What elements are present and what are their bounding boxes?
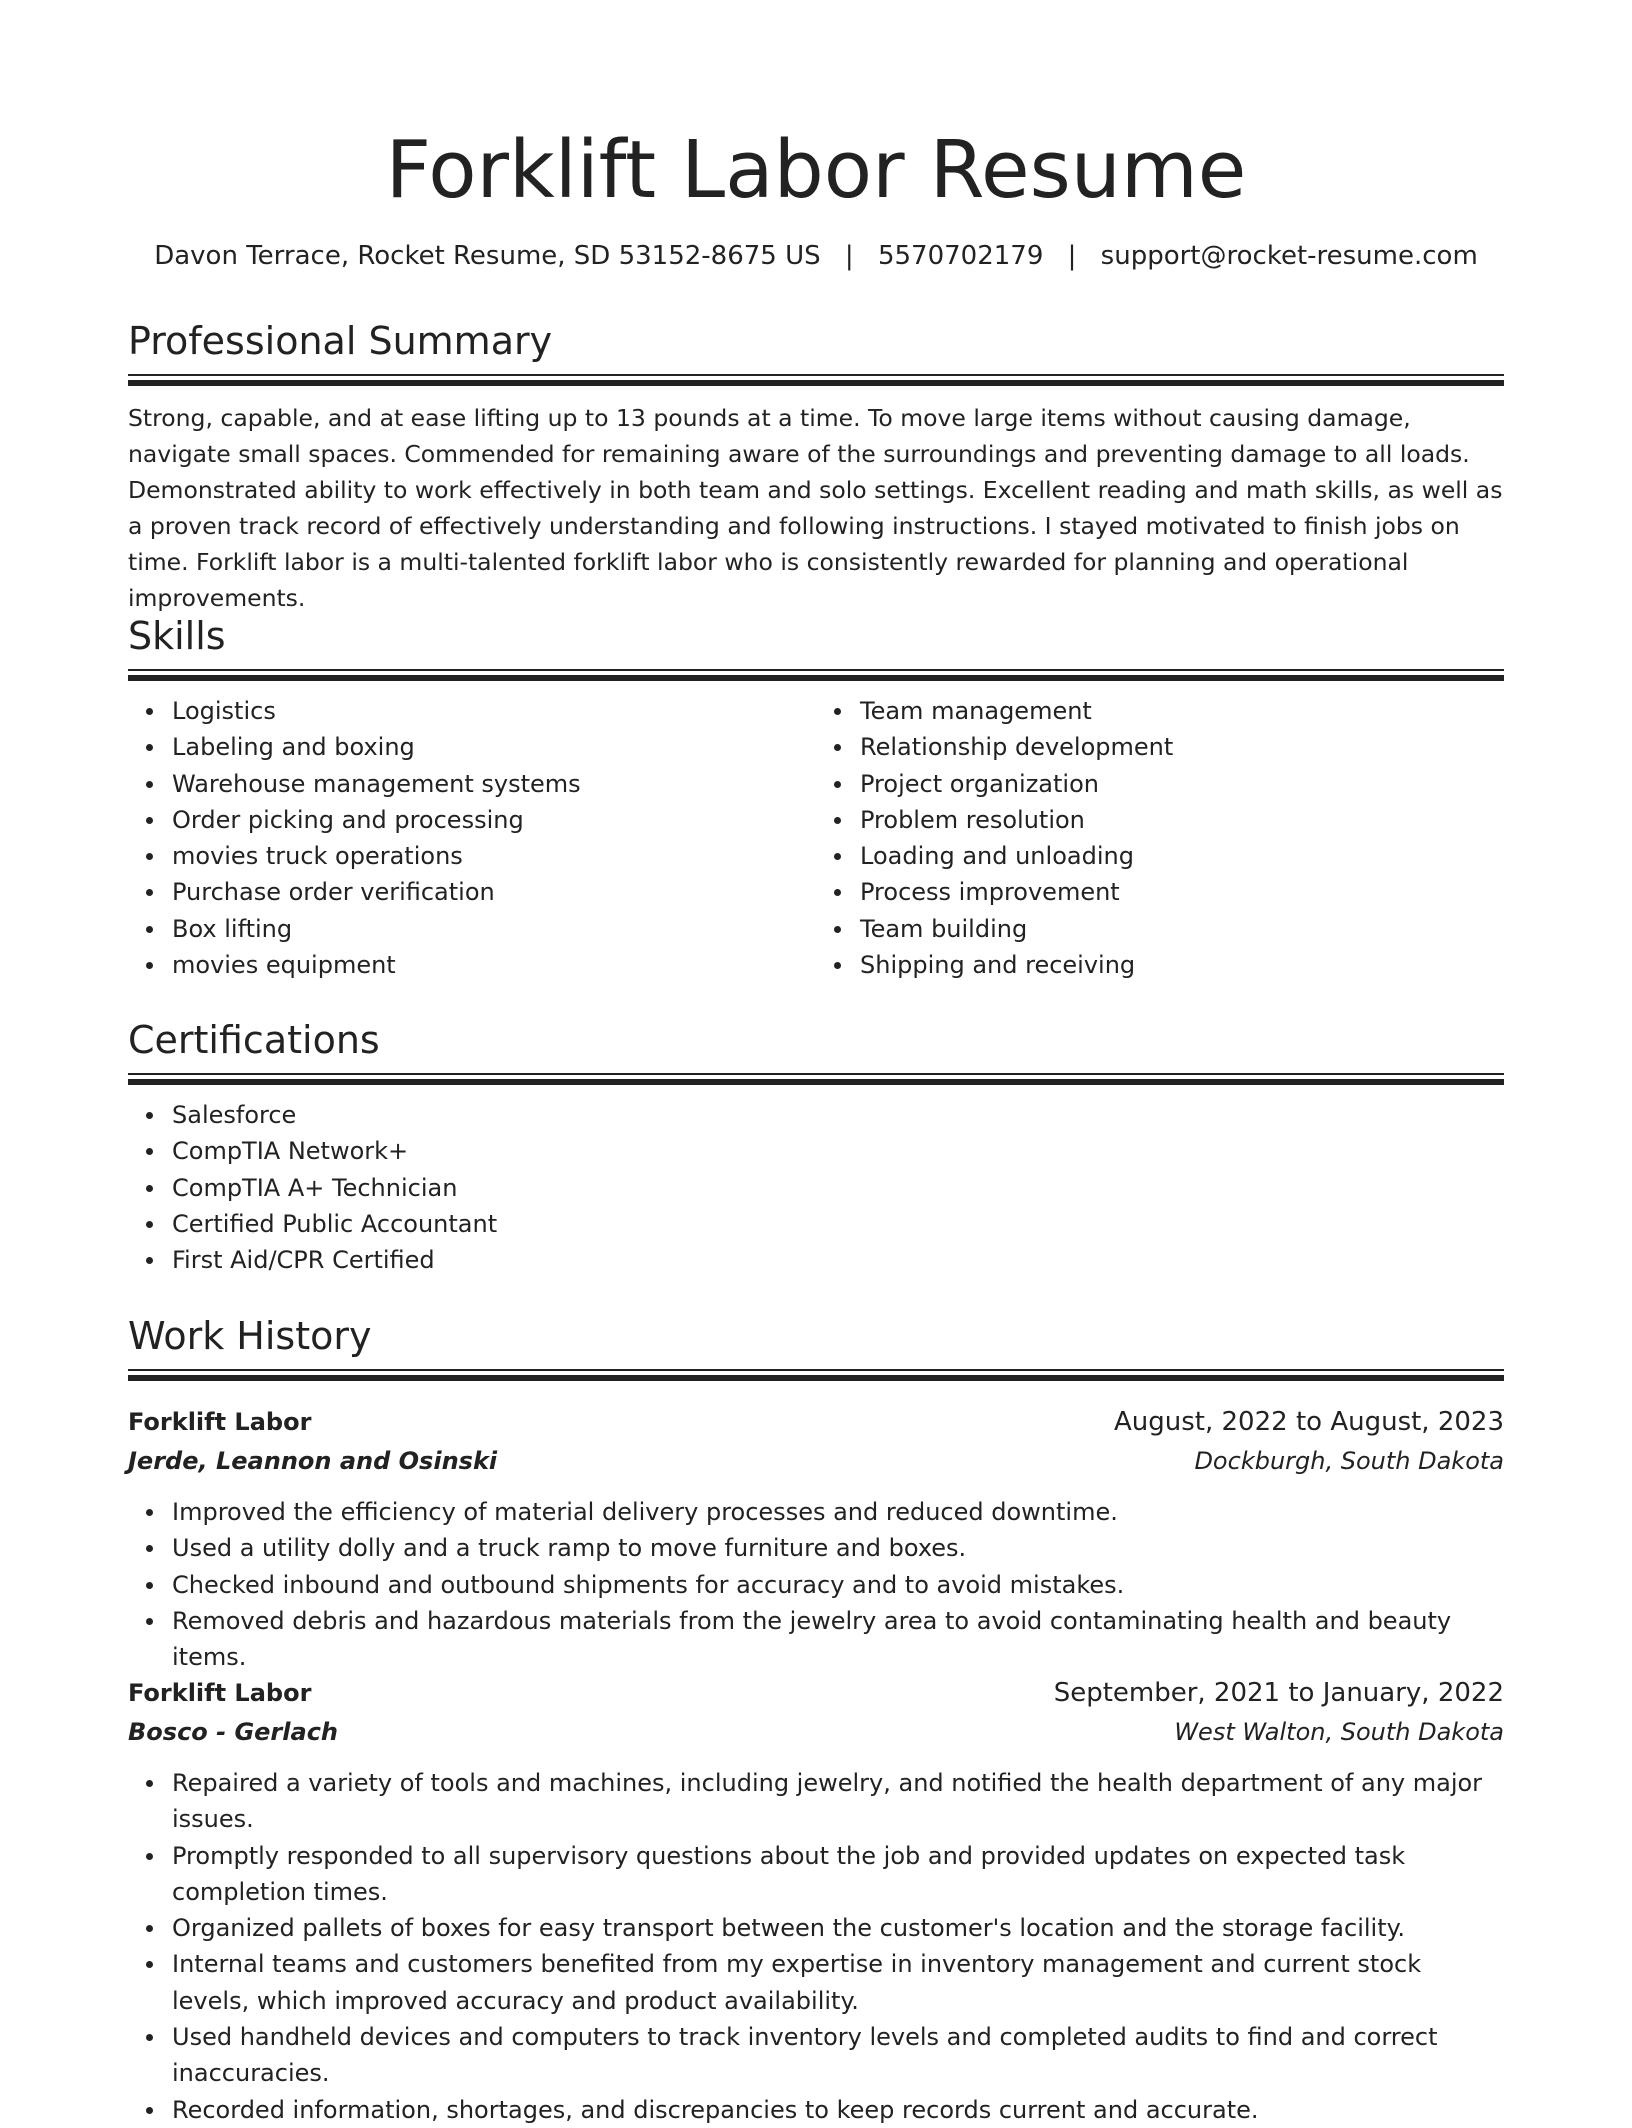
certification-item: First Aid/CPR Certified <box>172 1242 1504 1278</box>
skills-heading: Skills <box>128 614 226 658</box>
job-header-row <box>128 1402 1504 1442</box>
job-bullet: Promptly responded to all supervisory questions about the job and provided updates on expected task completion times. <box>172 1838 1504 1911</box>
contact-separator: | <box>1067 241 1077 271</box>
job-company: Bosco - Gerlach <box>128 1718 338 1746</box>
contact-email: support@rocket-resume.com <box>1100 241 1478 271</box>
job-company-row <box>128 1442 1504 1480</box>
skill-item: Process improvement <box>860 874 1504 910</box>
skill-item: Loading and unloading <box>860 838 1504 874</box>
job-bullets <box>128 1494 1504 1675</box>
skills-section <box>128 611 1504 983</box>
job-header-row <box>128 1673 1504 1713</box>
resume-title: Forklift Labor Resume <box>385 124 1247 216</box>
job-bullet: Checked inbound and outbound shipments for accuracy and to avoid mistakes. <box>172 1567 1504 1603</box>
certifications-heading: Certifications <box>128 1018 380 1062</box>
certification-item: CompTIA Network+ <box>172 1133 1504 1169</box>
summary-text: Strong, capable, and at ease lifting up to 13 pounds at a time. To move large items without causing damage, navigate small spaces. Commended for remaining aware of the surroundings and preventing damage to all loads. Demonstrated ability to work effectively in both team and solo settings. Excellent reading and math skills, as well as a proven track record of effectively understanding and following instructions. I stayed motivated to finish jobs on time. Forklift labor is a multi-talented forklift labor who is consistently rewarded for planning and operational improvements. <box>128 404 1503 612</box>
job-location: West Walton, South Dakota <box>1174 1718 1504 1746</box>
contact-separator: | <box>844 241 854 271</box>
job-dates: September, 2021 to January, 2022 <box>1053 1678 1504 1708</box>
skill-item: movies equipment <box>172 947 816 983</box>
job-entry <box>128 1673 1504 2128</box>
job-entry <box>128 1402 1504 1675</box>
skill-item: Team building <box>860 911 1504 947</box>
skills-list-left <box>128 693 816 983</box>
contact-phone: 5570702179 <box>877 241 1044 271</box>
certifications-list <box>128 1097 1504 1278</box>
skill-item: Logistics <box>172 693 816 729</box>
job-bullet: Repaired a variety of tools and machines, including jewelry, and notified the health department of any major issues. <box>172 1765 1504 1838</box>
job-dates: August, 2022 to August, 2023 <box>1114 1407 1504 1437</box>
skill-item: movies truck operations <box>172 838 816 874</box>
job-bullet: Improved the efficiency of material delivery processes and reduced downtime. <box>172 1494 1504 1530</box>
skill-item: Warehouse management systems <box>172 766 816 802</box>
job-bullets <box>128 1765 1504 2128</box>
job-title: Forklift Labor <box>128 1408 312 1436</box>
skill-item: Shipping and receiving <box>860 947 1504 983</box>
skills-grid <box>128 693 1504 983</box>
job-bullet: Organized pallets of boxes for easy transport between the customer's location and the storage facility. <box>172 1910 1504 1946</box>
job-company-row <box>128 1713 1504 1751</box>
skill-item: Problem resolution <box>860 802 1504 838</box>
certifications-section <box>128 1015 1504 1278</box>
skill-item: Project organization <box>860 766 1504 802</box>
certification-item: CompTIA A+ Technician <box>172 1170 1504 1206</box>
job-location: Dockburgh, South Dakota <box>1194 1447 1504 1475</box>
section-divider <box>128 374 1504 386</box>
section-divider <box>128 1369 1504 1381</box>
summary-section <box>128 316 1504 616</box>
skill-item: Labeling and boxing <box>172 729 816 765</box>
job-bullet: Recorded information, shortages, and discrepancies to keep records current and accurate. <box>172 2092 1504 2128</box>
skill-item: Purchase order verification <box>172 874 816 910</box>
contact-address: Davon Terrace, Rocket Resume, SD 53152-8675 US <box>154 241 821 271</box>
job-title: Forklift Labor <box>128 1679 312 1707</box>
job-company: Jerde, Leannon and Osinski <box>128 1447 498 1475</box>
skill-item: Team management <box>860 693 1504 729</box>
skill-item: Order picking and processing <box>172 802 816 838</box>
skills-list-right <box>816 693 1504 983</box>
job-bullet: Removed debris and hazardous materials from the jewelry area to avoid contaminating health and beauty items. <box>172 1603 1504 1676</box>
job-bullet: Used handheld devices and computers to track inventory levels and completed audits to find and correct inaccuracies. <box>172 2019 1504 2092</box>
work-history-section <box>128 1311 1504 1381</box>
summary-heading: Professional Summary <box>128 319 553 363</box>
work-history-heading: Work History <box>128 1314 372 1358</box>
skill-item: Box lifting <box>172 911 816 947</box>
section-divider <box>128 1073 1504 1085</box>
certification-item: Certified Public Accountant <box>172 1206 1504 1242</box>
job-bullet: Used a utility dolly and a truck ramp to move furniture and boxes. <box>172 1530 1504 1566</box>
contact-line <box>128 236 1504 276</box>
job-bullet: Internal teams and customers benefited from my expertise in inventory management and current stock levels, which improved accuracy and product availability. <box>172 1946 1504 2019</box>
skill-item: Relationship development <box>860 729 1504 765</box>
section-divider <box>128 669 1504 681</box>
certification-item: Salesforce <box>172 1097 1504 1133</box>
